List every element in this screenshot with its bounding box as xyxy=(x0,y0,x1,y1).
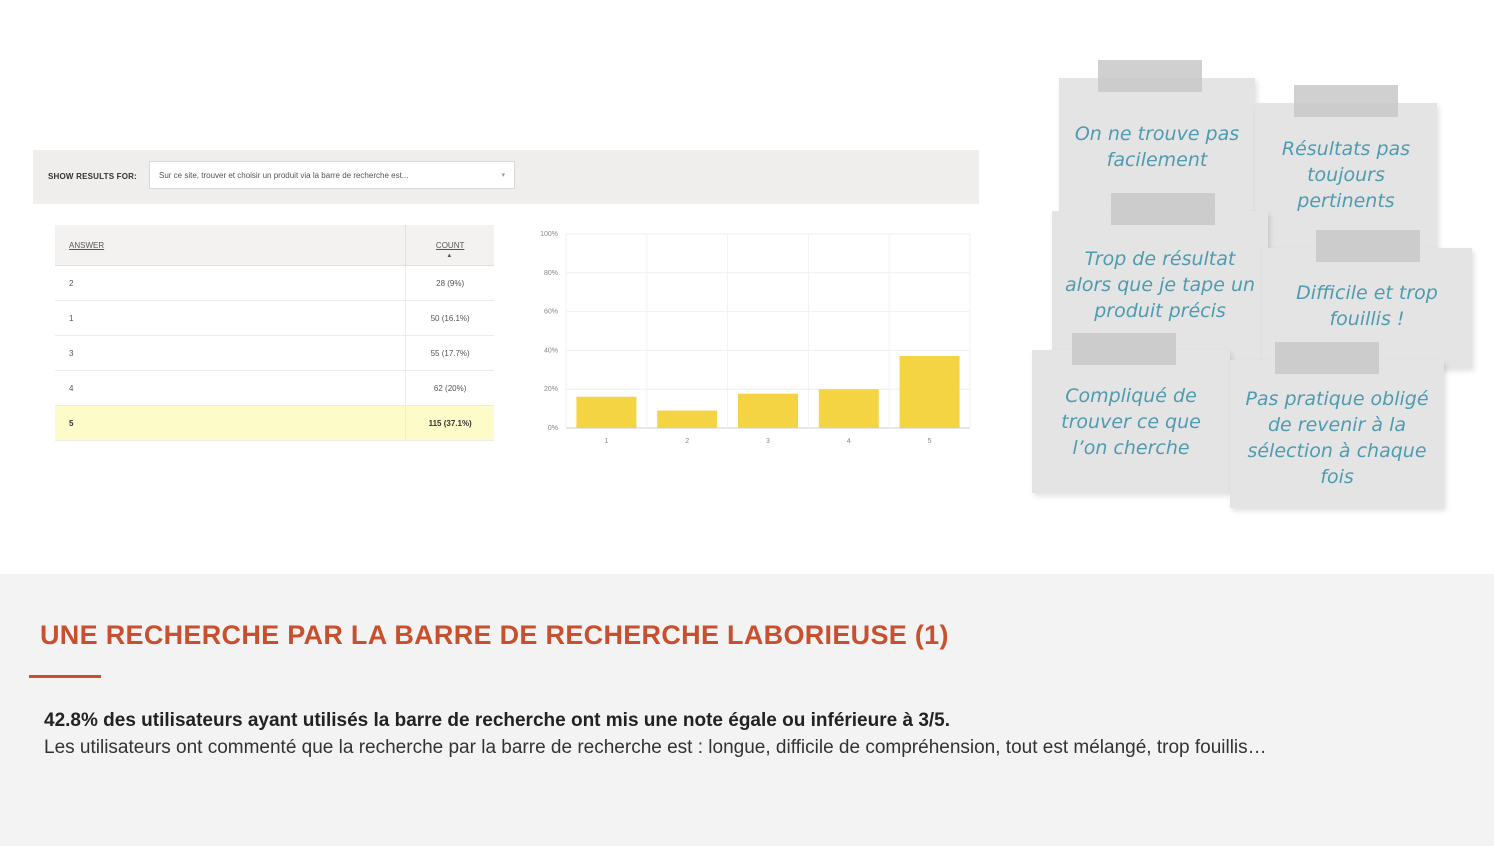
y-tick-label: 40% xyxy=(543,347,558,355)
answer-cell: 1 xyxy=(55,301,406,336)
filter-bar xyxy=(33,150,979,204)
bar-3 xyxy=(738,394,798,428)
table-row xyxy=(55,266,494,301)
count-cell: 28 (9%) xyxy=(406,266,494,301)
bar-5 xyxy=(900,356,960,428)
answer-cell: 2 xyxy=(55,266,406,301)
count-cell: 50 (16.1%) xyxy=(406,301,494,336)
answers-table xyxy=(55,225,494,441)
y-tick-label: 80% xyxy=(543,269,558,277)
table-row-highlighted xyxy=(55,406,494,441)
sticky-note-text: On ne trouve pas facilement xyxy=(1074,123,1240,171)
bar-4 xyxy=(819,389,879,428)
count-cell: 62 (20%) xyxy=(406,371,494,406)
sticky-note-text: Compliqué de trouver ce que l’on cherche xyxy=(1061,384,1201,459)
sticky-note-text: Difficile et trop fouillis ! xyxy=(1296,282,1438,330)
tape-decoration xyxy=(1275,342,1379,374)
x-tick-label: 3 xyxy=(766,438,770,445)
title-underline xyxy=(29,675,101,678)
bar-1 xyxy=(576,397,636,428)
table-header-row xyxy=(55,225,494,266)
user-comment-summary: Les utilisateurs ont commenté que la recherche par la barre de recherche est : longue, difficile de compréhension, tout est mélangé, trop fouillis… xyxy=(44,737,1267,758)
tape-decoration xyxy=(1111,193,1215,225)
y-tick-label: 100% xyxy=(540,231,558,238)
x-tick-label: 5 xyxy=(927,438,932,445)
x-tick-label: 4 xyxy=(846,438,851,445)
count-cell: 115 (37.1%) xyxy=(406,406,494,441)
x-tick-label: 1 xyxy=(604,438,609,445)
sticky-note-text: Trop de résultat alors que je tape un produit précis xyxy=(1064,248,1256,322)
sticky-note-text: Résultats pas toujours pertinents xyxy=(1281,138,1411,212)
y-tick-label: 0% xyxy=(547,425,558,432)
bar-2 xyxy=(657,411,717,428)
sticky-note xyxy=(1032,350,1230,493)
filter-label: SHOW RESULTS FOR: xyxy=(48,172,138,181)
y-tick-label: 20% xyxy=(543,386,558,394)
table-row xyxy=(55,371,494,406)
y-tick-label: 60% xyxy=(543,308,558,316)
tape-decoration xyxy=(1316,230,1420,262)
tape-decoration xyxy=(1294,85,1398,117)
sort-ascending-icon: ▲ xyxy=(446,253,453,259)
table-row xyxy=(55,336,494,371)
sticky-note-text: Pas pratique obligé de revenir à la sélection à chaque fois xyxy=(1245,388,1429,488)
answer-cell: 5 xyxy=(55,406,406,441)
sticky-note xyxy=(1230,360,1444,508)
key-statistic: 42.8% des utilisateurs ayant utilisés la barre de recherche ont mis une note égale ou inférieure à 3/5. xyxy=(44,710,951,731)
tape-decoration xyxy=(1072,333,1176,365)
tape-decoration xyxy=(1098,60,1202,92)
slide-title: UNE RECHERCHE PAR LA BARRE DE RECHERCHE LABORIEUSE (1) xyxy=(40,620,949,650)
answer-cell: 4 xyxy=(55,371,406,406)
column-header-count[interactable] xyxy=(406,225,494,266)
table-row xyxy=(55,301,494,336)
chevron-down-icon: ▾ xyxy=(501,172,505,179)
x-tick-label: 2 xyxy=(685,438,690,445)
count-cell: 55 (17.7%) xyxy=(406,336,494,371)
answer-cell: 3 xyxy=(55,336,406,371)
bar-chart xyxy=(520,222,980,452)
column-header-count-label: COUNT xyxy=(435,240,465,250)
question-select-value: Sur ce site, trouver et choisir un produit via la barre de recherche est... xyxy=(159,171,409,180)
column-header-answer[interactable]: ANSWER xyxy=(55,225,406,266)
question-select[interactable] xyxy=(149,161,515,189)
